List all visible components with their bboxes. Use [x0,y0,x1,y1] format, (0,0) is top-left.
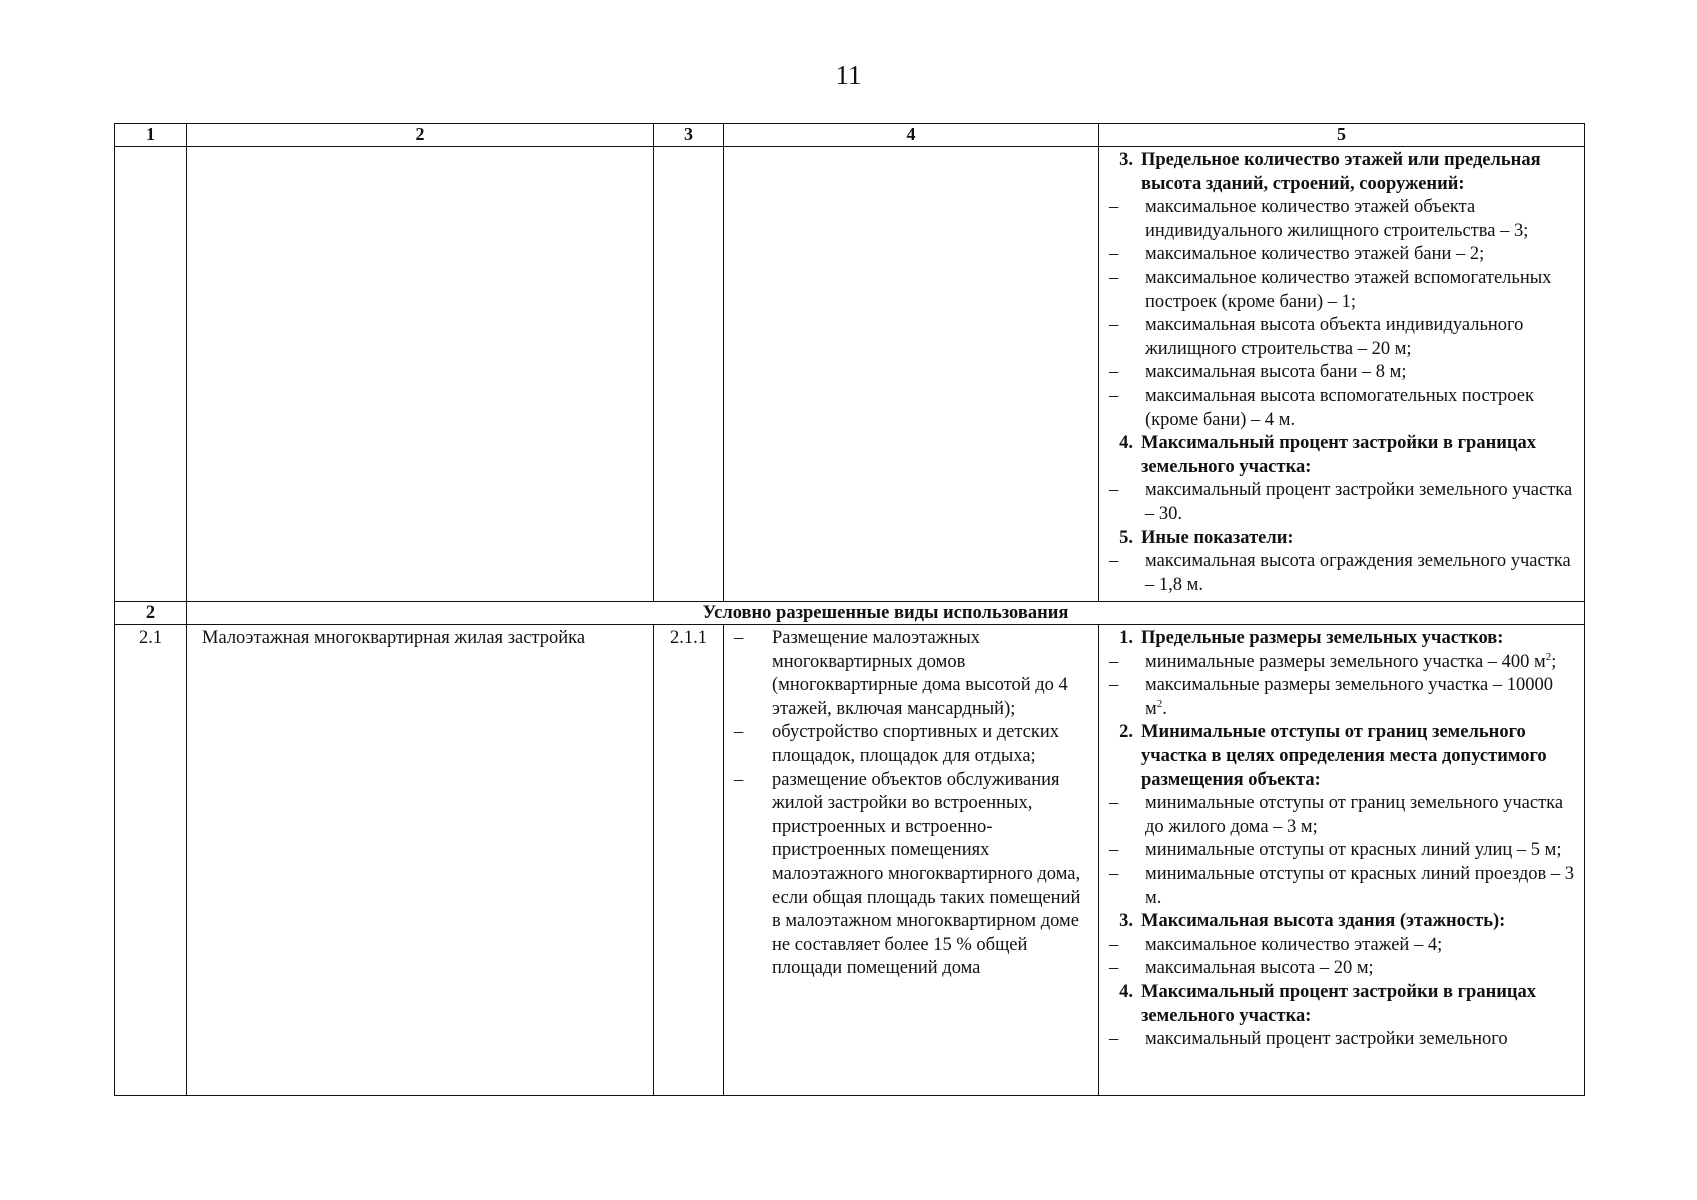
parameter-heading [1105,981,1576,1028]
item-text: Максимальная высота здания (этажность): [1141,911,1506,932]
use-name-cell [187,147,654,602]
item-text: максимальный процент застройки земельного [1145,1029,1508,1050]
parameter-heading [1105,149,1576,196]
dash-marker: – [1109,385,1119,406]
table-header-row [115,124,1585,147]
section-number: 2 [115,602,187,625]
parameter-heading [1105,910,1576,934]
item-text: Минимальные отступы от границ земельного участка в целях определения места допустимого размещения объекта: [1141,722,1547,790]
dash-marker: – [1109,675,1119,696]
list-number: 4. [1119,981,1133,1002]
parameter-item [1105,550,1576,597]
superscript: 2 [1545,650,1552,663]
parameter-item [1105,314,1576,361]
header-col-5: 5 [1099,124,1585,147]
header-col-4: 4 [724,124,1099,147]
item-text: максимальная высота вспомогательных построек (кроме бани) – 4 м. [1145,385,1534,430]
dash-marker: – [1109,840,1119,861]
parameter-item [1105,674,1576,721]
dash-marker: – [1109,267,1119,288]
use-description-cell [724,625,1099,1096]
description-item [730,769,1090,981]
parameter-item [1105,651,1576,675]
item-text: Предельное количество этажей или предельная высота зданий, строений, сооружений: [1141,150,1541,194]
parameter-item [1105,957,1576,981]
parameter-item [1105,243,1576,267]
item-text: максимальное количество этажей – 4; [1145,934,1443,955]
dash-marker: – [1109,934,1119,955]
parameter-item [1105,863,1576,910]
item-text: максимальная высота бани – 8 м; [1145,362,1407,383]
parameter-item [1105,934,1576,958]
dash-marker: – [1109,480,1119,501]
item-text: Иные показатели: [1141,527,1294,548]
superscript: 2 [1156,697,1163,710]
parameter-item [1105,267,1576,314]
table-row [115,147,1585,602]
list-number: 5. [1119,527,1133,548]
item-text: Предельные размеры земельных участков: [1141,628,1504,648]
item-text: минимальные отступы от границ земельного участка до жилого дома – 3 м; [1145,793,1564,837]
parameter-item [1105,361,1576,385]
item-text: максимальное количество этажей бани – 2; [1145,244,1485,265]
parameter-item [1105,792,1576,839]
item-text: минимальные отступы от красных линий улиц – 5 м; [1145,840,1562,861]
parameter-item [1105,1028,1576,1052]
item-text: Максимальный процент застройки в границах земельного участка: [1141,433,1537,477]
page-number: 11 [835,60,862,90]
item-text: обустройство спортивных и детских площадок, площадок для отдыха; [772,722,1060,766]
dash-marker: – [734,769,744,790]
section-row [115,602,1585,625]
parameter-heading [1105,527,1576,551]
dash-marker: – [1109,244,1119,265]
dash-marker: – [1109,551,1119,572]
parameters-cell [1099,147,1585,602]
parameter-heading [1105,627,1576,651]
dash-marker: – [1109,197,1119,218]
item-text: максимальная высота объекта индивидуального жилищного строительства – 20 м; [1145,315,1524,359]
use-description-cell [724,147,1099,602]
item-text: размещение объектов обслуживания жилой застройки во встроенных, пристроенных и встроенно-пристроенных помещениях малоэтажного многоквартирного дома, если общая площадь таких помещений в малоэтажном многоквартирном доме не составляет более 15 % общей площади помещений дома [772,769,1081,979]
header-col-3: 3 [654,124,724,147]
item-text: максимальное количество этажей вспомогательных построек (кроме бани) – 1; [1145,267,1552,312]
dash-marker: – [734,722,744,743]
parameter-item [1105,839,1576,863]
parameter-item [1105,196,1576,243]
item-text: минимальные размеры земельного участка – 400 $м^2$; [1145,650,1557,672]
list-number: 4. [1119,433,1133,454]
row-number-cell [115,147,187,602]
description-item [730,721,1090,768]
table-row [115,625,1585,1096]
item-text: максимальная высота – 20 м; [1145,958,1374,979]
parameters-cell [1099,625,1585,1096]
parameter-heading [1105,432,1576,479]
list-number: 3. [1119,911,1133,932]
item-text: максимальные размеры земельного участка – 10000 $м^2$. [1145,675,1553,719]
parameter-item [1105,479,1576,526]
dash-marker: – [1109,315,1119,336]
dash-marker: – [734,628,744,648]
dash-marker: – [1109,651,1119,672]
regulations-table [114,123,1585,1096]
dash-marker: – [1109,863,1119,884]
description-item [730,627,1090,721]
use-name-cell: Малоэтажная многоквартирная жилая застройка [187,625,654,1096]
dash-marker: – [1109,362,1119,383]
parameter-heading [1105,721,1576,792]
header-col-2: 2 [187,124,654,147]
use-code-cell [654,147,724,602]
list-number: 3. [1119,150,1133,170]
item-text: Максимальный процент застройки в границах земельного участка: [1141,981,1537,1026]
item-text: максимальная высота ограждения земельного участка – 1,8 м. [1145,551,1571,595]
item-text: максимальный процент застройки земельного участка – 30. [1145,480,1573,524]
item-text: Размещение малоэтажных многоквартирных домов (многоквартирные дома высотой до 4 этажей, включая мансардный); [772,628,1068,719]
list-number: 1. [1119,628,1133,648]
item-text: минимальные отступы от красных линий проездов – 3 м. [1145,863,1574,908]
dash-marker: – [1109,793,1119,814]
header-col-1: 1 [115,124,187,147]
item-text: максимальное количество этажей объекта индивидуального жилищного строительства – 3; [1145,197,1529,241]
list-number: 2. [1119,722,1133,743]
section-title: Условно разрешенные виды использования [187,602,1585,625]
use-code-cell: 2.1.1 [654,625,724,1096]
parameter-item [1105,385,1576,432]
dash-marker: – [1109,1029,1119,1050]
dash-marker: – [1109,958,1119,979]
row-number-cell: 2.1 [115,625,187,1096]
